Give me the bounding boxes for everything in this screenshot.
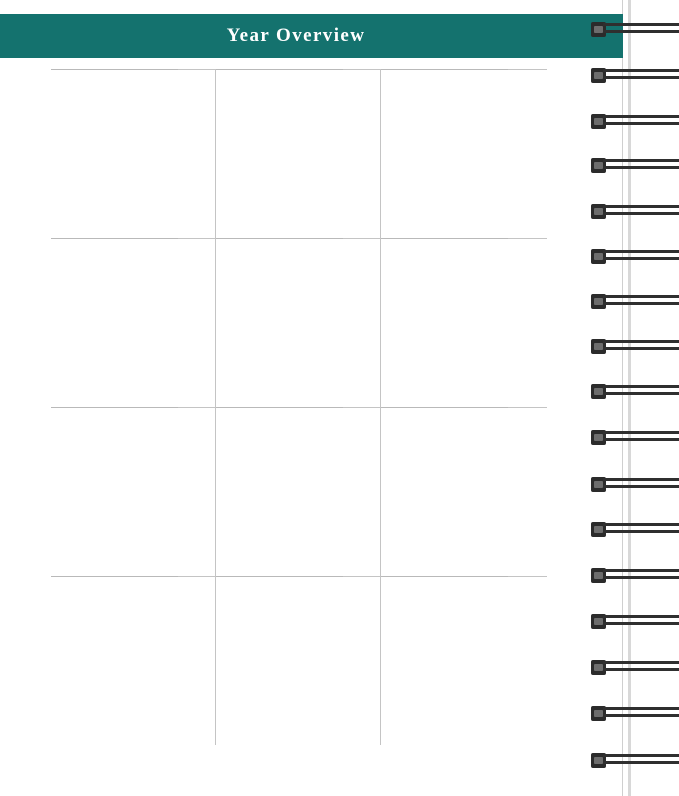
coil-wire	[603, 385, 679, 388]
coil-wire	[603, 707, 679, 710]
coil-wire	[603, 347, 679, 350]
coil-wire	[603, 166, 679, 169]
page-title: Year Overview	[226, 25, 366, 46]
month-label-rule	[381, 407, 508, 408]
month-cell[interactable]	[381, 576, 546, 745]
month-cell[interactable]	[216, 69, 381, 238]
coil-wire	[603, 530, 679, 533]
month-cell[interactable]	[51, 407, 216, 576]
month-cell[interactable]	[216, 407, 381, 576]
coil-wire	[603, 30, 679, 33]
month-row	[51, 69, 547, 238]
coil-wire	[603, 485, 679, 488]
spiral-binding	[591, 0, 679, 796]
month-label-rule	[216, 69, 343, 70]
year-overview-grid	[51, 69, 547, 747]
coil-wire	[603, 661, 679, 664]
month-label-rule	[51, 238, 178, 239]
header-banner	[0, 14, 623, 58]
coil-wire	[603, 250, 679, 253]
coil-wire	[603, 115, 679, 118]
coil-wire	[603, 302, 679, 305]
coil-wire	[603, 438, 679, 441]
month-label-rule	[51, 69, 178, 70]
coil-wire	[603, 257, 679, 260]
month-row	[51, 407, 547, 576]
coil-wire	[603, 523, 679, 526]
coil-wire	[603, 431, 679, 434]
month-cell[interactable]	[51, 576, 216, 745]
coil-wire	[603, 478, 679, 481]
month-label-rule	[381, 69, 508, 70]
month-label-rule	[381, 238, 508, 239]
coil-wire	[603, 340, 679, 343]
coil-wire	[603, 76, 679, 79]
coil-wire	[603, 23, 679, 26]
coil-wire	[603, 668, 679, 671]
month-cell[interactable]	[51, 238, 216, 407]
binding-seam	[628, 0, 631, 796]
coil-wire	[603, 576, 679, 579]
month-cell[interactable]	[216, 238, 381, 407]
coil-wire	[603, 615, 679, 618]
month-cell[interactable]	[381, 407, 546, 576]
coil-wire	[603, 714, 679, 717]
coil-wire	[603, 205, 679, 208]
coil-wire	[603, 569, 679, 572]
month-label-rule	[216, 576, 343, 577]
month-label-rule	[51, 576, 178, 577]
month-label-rule	[381, 576, 508, 577]
coil-wire	[603, 754, 679, 757]
month-label-rule	[216, 238, 343, 239]
month-cell[interactable]	[381, 238, 546, 407]
coil-wire	[603, 622, 679, 625]
month-cell[interactable]	[51, 69, 216, 238]
coil-wire	[603, 159, 679, 162]
coil-wire	[603, 212, 679, 215]
month-label-rule	[51, 407, 178, 408]
month-cell[interactable]	[381, 69, 546, 238]
coil-wire	[603, 392, 679, 395]
coil-wire	[603, 69, 679, 72]
coil-wire	[603, 122, 679, 125]
month-label-rule	[216, 407, 343, 408]
coil-wire	[603, 761, 679, 764]
coil-wire	[603, 295, 679, 298]
month-row	[51, 238, 547, 407]
month-cell[interactable]	[216, 576, 381, 745]
month-row	[51, 576, 547, 745]
